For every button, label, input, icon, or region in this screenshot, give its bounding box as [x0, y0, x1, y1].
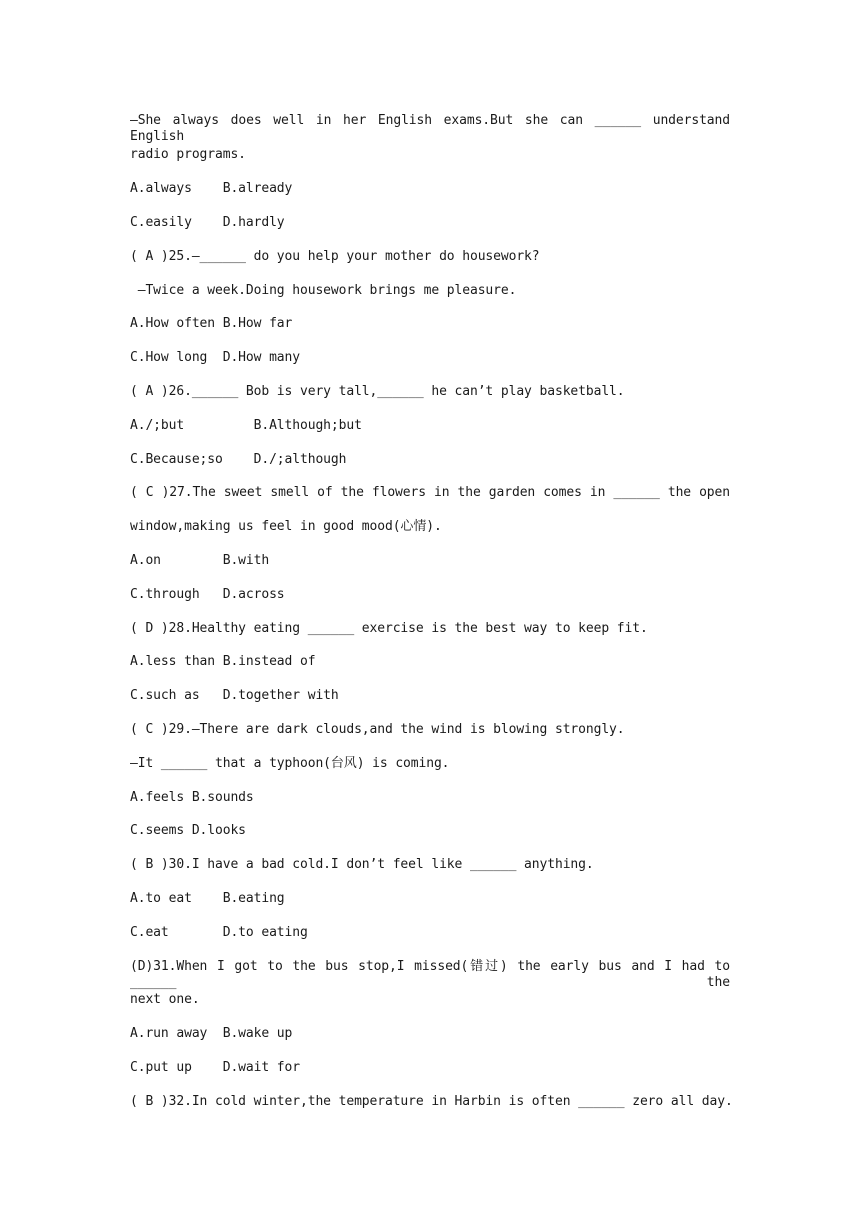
option-line: A.always B.already: [130, 181, 293, 196]
option-line: C.put up D.wait for: [130, 1060, 300, 1075]
option-line: A.on B.with: [130, 553, 270, 568]
option-line: C.easily D.hardly: [130, 215, 285, 230]
option-line: A.to eat B.eating: [130, 891, 285, 906]
question-line: ( A )25.—______ do you help your mother do housework?: [130, 249, 540, 264]
text-line: radio programs.: [130, 147, 246, 162]
option-line: C.Because;so D./;although: [130, 452, 347, 467]
text-line: —Twice a week.Doing housework brings me pleasure.: [130, 283, 517, 298]
option-line: A.run away B.wake up: [130, 1026, 293, 1041]
question-line: ( B )32.In cold winter,the temperature in Harbin is often ______ zero all day.: [130, 1094, 733, 1109]
question-line: ( D )28.Healthy eating ______ exercise is the best way to keep fit.: [130, 621, 648, 636]
question-line: ( C )27.The sweet smell of the flowers in the garden comes in ______ the open: [130, 485, 730, 500]
text-line: —It ______ that a typhoon(台风) is coming.: [130, 756, 450, 771]
text-line: window,making us feel in good mood(心情).: [130, 519, 442, 534]
text-line: next one.: [130, 992, 200, 1007]
option-line: C.through D.across: [130, 587, 285, 602]
question-line: (D)31.When I got to the bus stop,I missed(错过) the early bus and I had to ______ the: [130, 959, 730, 990]
option-line: A.feels B.sounds: [130, 790, 254, 805]
option-line: C.such as D.together with: [130, 688, 339, 703]
option-line: C.How long D.How many: [130, 350, 300, 365]
option-line: A./;but B.Although;but: [130, 418, 362, 433]
question-line: ( A )26.______ Bob is very tall,______ he can’t play basketball.: [130, 384, 625, 399]
option-line: C.eat D.to eating: [130, 925, 308, 940]
option-line: A.How often B.How far: [130, 316, 293, 331]
option-line: C.seems D.looks: [130, 823, 246, 838]
question-line: ( B )30.I have a bad cold.I don’t feel like ______ anything.: [130, 857, 594, 872]
text-line: —She always does well in her English exams.But she can ______ understand English: [130, 113, 730, 144]
option-line: A.less than B.instead of: [130, 654, 316, 669]
question-line: ( C )29.—There are dark clouds,and the wind is blowing strongly.: [130, 722, 625, 737]
